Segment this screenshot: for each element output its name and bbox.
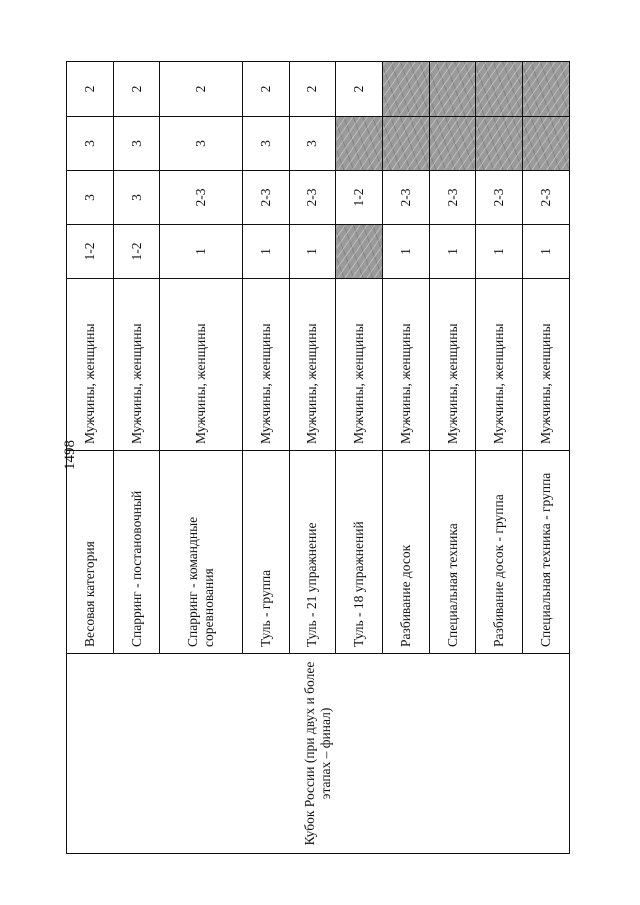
rank-cell-1: 1 [160, 225, 242, 279]
rank-cell-2: 2-3 [242, 171, 289, 225]
rank-cell-3 [476, 117, 523, 171]
gender-cell: Мужчины, женщины [523, 279, 570, 451]
rotated-page-container [66, 62, 640, 846]
rank-cell-1 [336, 225, 383, 279]
gender-cell: Мужчины, женщины [67, 279, 114, 451]
rank-cell-1: 1 [476, 225, 523, 279]
rank-cell-1: 1 [429, 225, 476, 279]
rank-cell-4 [476, 62, 523, 117]
rank-cell-2: 2-3 [383, 171, 430, 225]
rank-cell-4: 2 [160, 62, 242, 117]
discipline-cell: Туль - группа [242, 451, 289, 654]
rank-cell-3: 3 [242, 117, 289, 171]
discipline-cell: Туль - 18 упражнений [336, 451, 383, 654]
gender-cell: Мужчины, женщины [242, 279, 289, 451]
rank-cell-4: 2 [289, 62, 336, 117]
gender-cell: Мужчины, женщины [336, 279, 383, 451]
rank-cell-2: 3 [67, 171, 114, 225]
ranking-table [66, 61, 570, 854]
discipline-cell: Разбивание досок [383, 451, 430, 654]
rank-cell-3 [429, 117, 476, 171]
gender-cell: Мужчины, женщины [289, 279, 336, 451]
rank-cell-3 [523, 117, 570, 171]
discipline-cell: Разбивание досок - группа [476, 451, 523, 654]
gender-cell: Мужчины, женщины [429, 279, 476, 451]
rank-cell-4 [383, 62, 430, 117]
gender-cell: Мужчины, женщины [476, 279, 523, 451]
rank-cell-1: 1 [523, 225, 570, 279]
rank-cell-1: 1-2 [67, 225, 114, 279]
discipline-cell: Туль - 21 упражнение [289, 451, 336, 654]
rank-cell-2: 2-3 [160, 171, 242, 225]
rank-cell-1: 1 [242, 225, 289, 279]
discipline-cell: Специальная техника - группа [523, 451, 570, 654]
rank-cell-1: 1-2 [113, 225, 160, 279]
rank-cell-2: 3 [113, 171, 160, 225]
rank-cell-3 [383, 117, 430, 171]
competition-cell: Кубок России (при двух и более этапах – финал) [67, 654, 570, 854]
table-body [67, 62, 570, 854]
rank-cell-3: 3 [160, 117, 242, 171]
rank-cell-1: 1 [289, 225, 336, 279]
rank-cell-4: 2 [67, 62, 114, 117]
rank-cell-4 [429, 62, 476, 117]
discipline-cell: Спарринг - постановочный [113, 451, 160, 654]
rank-cell-2: 2-3 [476, 171, 523, 225]
page-number: 1498 [62, 440, 78, 470]
rank-cell-2: 2-3 [289, 171, 336, 225]
rank-cell-4: 2 [242, 62, 289, 117]
discipline-cell: Спарринг - командные соревнования [160, 451, 242, 654]
rank-cell-2: 2-3 [429, 171, 476, 225]
rank-cell-2: 1-2 [336, 171, 383, 225]
rotated-table-frame [66, 62, 570, 854]
gender-cell: Мужчины, женщины [113, 279, 160, 451]
rank-cell-3: 3 [289, 117, 336, 171]
discipline-cell: Весовая категория [67, 451, 114, 654]
rank-cell-4: 2 [336, 62, 383, 117]
rank-cell-1: 1 [383, 225, 430, 279]
gender-cell: Мужчины, женщины [383, 279, 430, 451]
gender-cell: Мужчины, женщины [160, 279, 242, 451]
rank-cell-4 [523, 62, 570, 117]
rank-cell-2: 2-3 [523, 171, 570, 225]
rank-cell-4: 2 [113, 62, 160, 117]
rank-cell-3: 3 [67, 117, 114, 171]
rank-cell-3 [336, 117, 383, 171]
rank-cell-3: 3 [113, 117, 160, 171]
table-row [67, 62, 114, 854]
discipline-cell: Специальная техника [429, 451, 476, 654]
